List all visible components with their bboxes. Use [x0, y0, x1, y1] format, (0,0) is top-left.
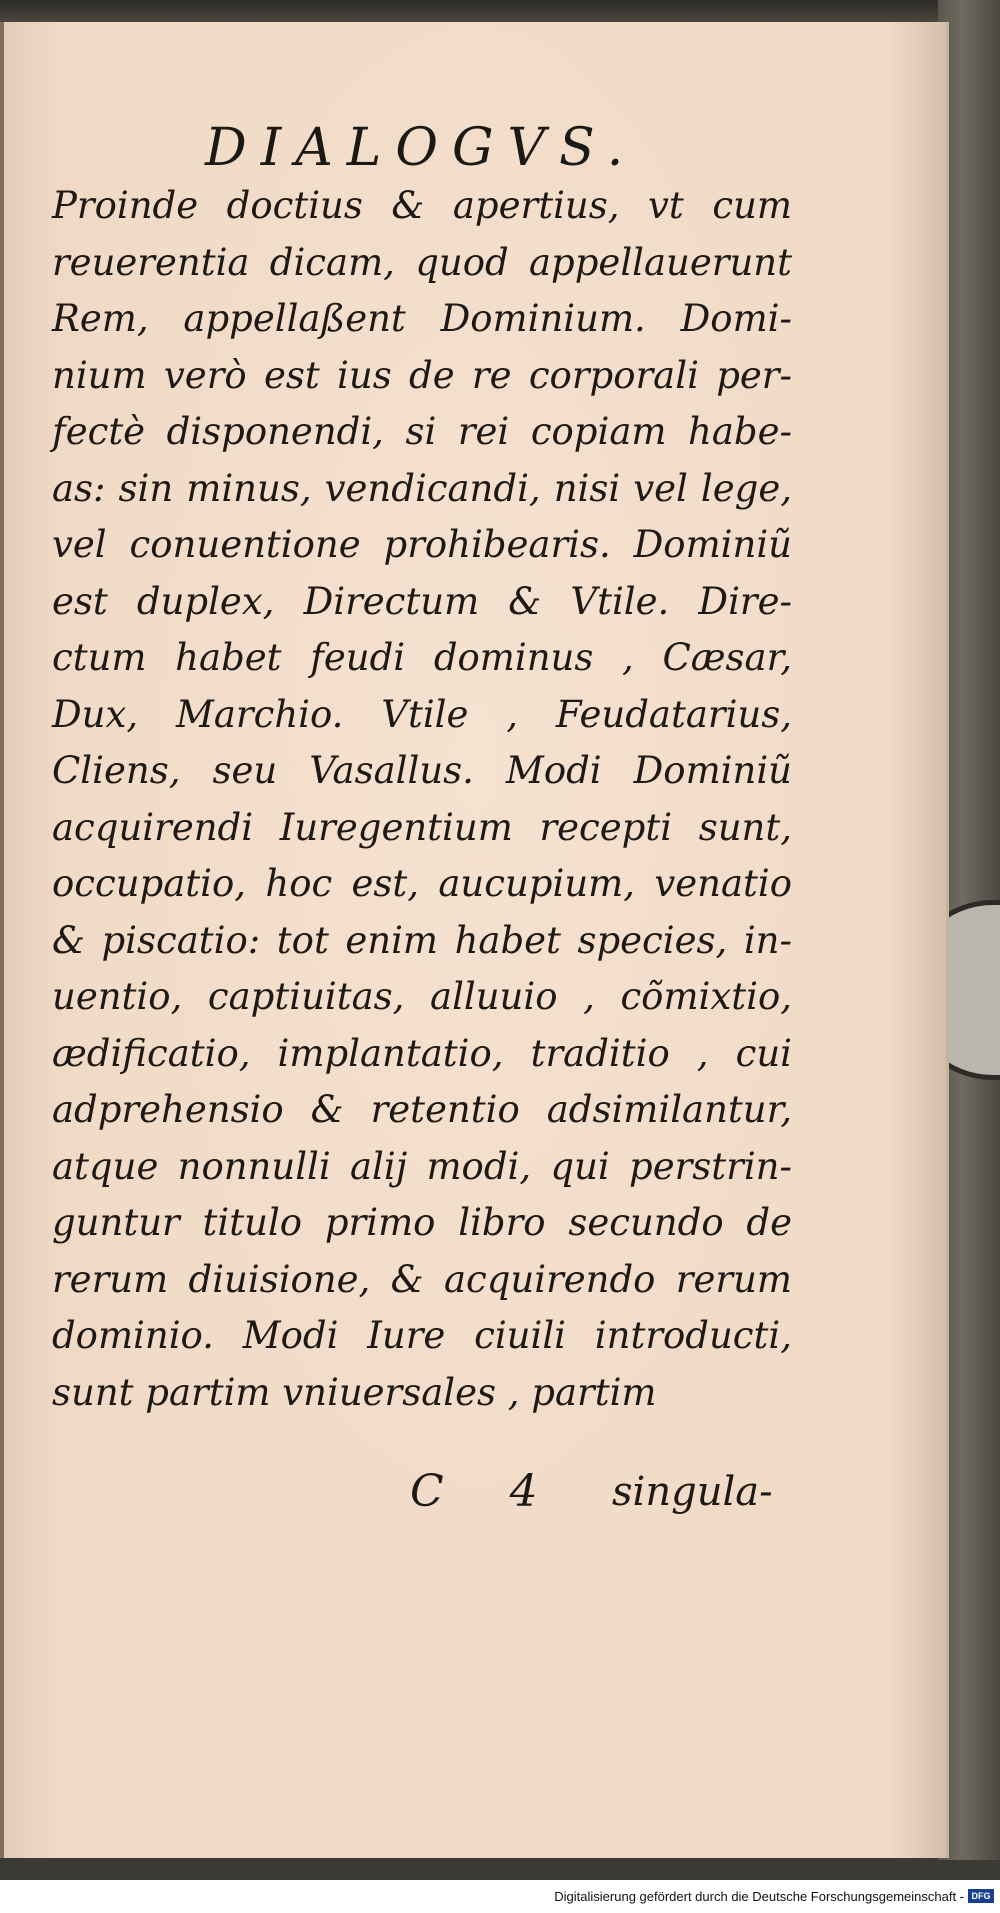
text-line: ctum habet feudi dominus , Cæsar, — [52, 636, 792, 679]
digitization-footer — [0, 1880, 1000, 1913]
body-text — [52, 178, 792, 1421]
text-line: acquirendi Iuregentium recepti sunt, — [52, 805, 792, 849]
text-line: occupatio, hoc est, aucupium, venatio — [52, 862, 792, 905]
text-line: est duplex, Directum & Vtile. Dire- — [52, 579, 792, 623]
text-line: guntur titulo primo libro secundo de — [52, 1201, 792, 1244]
text-line: nium verò est ius de re corporali per- — [52, 353, 792, 397]
text-line: Rem, appellaßent Dominium. Domi- — [52, 297, 792, 340]
text-line: atque nonnulli alij modi, qui perstrin- — [52, 1144, 792, 1188]
text-line: as: sin minus, vendicandi, nisi vel lege, — [52, 466, 792, 510]
text-line: Cliens, seu Vasallus. Modi Dominiũ — [52, 749, 792, 792]
text-line: reuerentia dicam, quod appellauerunt — [52, 240, 792, 284]
text-line: Dux, Marchio. Vtile , Feudatarius, — [52, 692, 792, 736]
dfg-logo-icon: DFG — [968, 1889, 994, 1903]
text-line: vel conuentione prohibearis. Dominiũ — [52, 523, 792, 566]
running-head: DIALOGVS. — [205, 118, 638, 178]
text-line: uentio, captiuitas, alluuio , cõmixtio, — [52, 975, 792, 1018]
text-line: & piscatio: tot enim habet species, in- — [52, 918, 792, 962]
signature-mark: C 4 — [410, 1466, 564, 1517]
text-line: dominio. Modi Iure ciuili introducti, — [52, 1314, 792, 1357]
text-line: sunt partim vniuersales , partim — [52, 1370, 657, 1414]
catchword: singula- — [612, 1469, 773, 1515]
text-line: Proinde doctius & apertius, vt cum — [52, 184, 792, 227]
text-line: ædificatio, implantatio, traditio , cui — [52, 1031, 792, 1075]
text-line: adprehensio & retentio adsimilantur, — [52, 1088, 792, 1131]
text-line: rerum diuisione, & acquirendo rerum — [52, 1257, 792, 1301]
funding-credit: Digitalisierung gefördert durch die Deutsche Forschungsgemeinschaft - — [554, 1889, 964, 1904]
scan-top-edge — [0, 0, 1000, 22]
text-line: fectè disponendi, si rei copiam habe- — [52, 410, 792, 453]
